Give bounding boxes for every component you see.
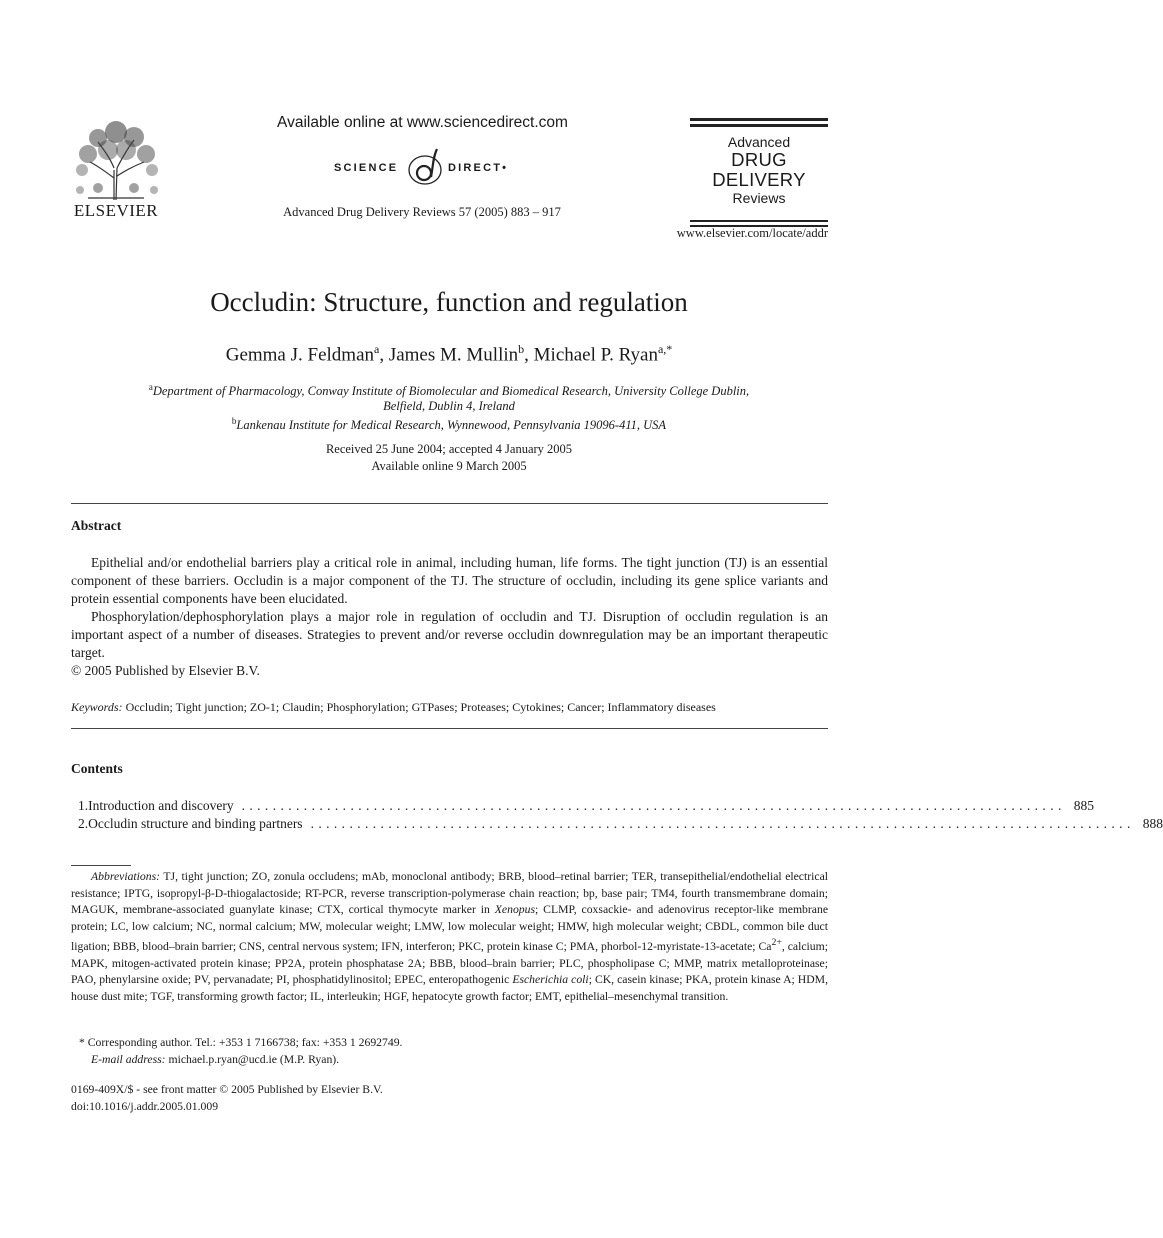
journal-logo	[690, 118, 828, 230]
toc-leader-dots: ..........................................................................................................	[241, 798, 1066, 813]
tree-illustration	[68, 118, 164, 202]
available-online-banner[interactable]: Available online at www.sciencedirect.com	[277, 114, 568, 131]
affiliation-text: Lankenau Institute for Medical Research, Wynnewood, Pennsylvania 19096-411, USA	[236, 418, 667, 433]
abbreviations-sup: 2+	[771, 937, 782, 949]
corresponding-author-note: * Corresponding author. Tel.: +353 1 7166738; fax: +353 1 2692749.	[79, 1036, 403, 1049]
abbreviations-text: , calcium; MAPK, mitogen-activated protein kinase; PP2A, protein phosphatase 2A; BBB, blood–brain barrier; PLC, phospholipase C; MMP, matrix metalloproteinase; PAO, phenylarsine oxide; PV, pervanadate; PI, phosphatidylinositol; EPEC, enteropathogenic	[71, 940, 828, 987]
affiliation-b	[0, 416, 898, 433]
contents-heading: Contents	[71, 761, 123, 776]
author-list	[0, 342, 898, 366]
journal-logo-line2: DRUG DELIVERY	[712, 149, 806, 190]
abbreviations-text: ; CK, casein kinase; PKA, protein kinase A; HDM, house dust mite; TGF, transforming growth factor; IL, interleukin; HGF, hepatocyte growth factor; EMT, epithelial–mesenchymal transition.	[71, 973, 828, 1004]
sciencedirect-logo-right: DIRECT•	[448, 162, 509, 174]
available-date: Available online 9 March 2005	[371, 459, 527, 473]
abbreviations-text: TJ, tight junction; ZO, zonula occludens; mAb, monoclonal antibody; BRB, blood–retinal barrier; TER, transepithelial/endothelial electrical resistance; IPTG, isopropyl-β-D-thiogalactoside; RT-PCR, reverse transcription-polymerase chain reaction; bp, base pair; TM4, fourth transmembrane domain; MAGUK, membrane-associated guanylate kinase; CTX, cortical thymocyte marker in	[71, 870, 829, 917]
abstract-heading: Abstract	[71, 518, 122, 533]
abstract-body	[71, 554, 828, 662]
abstract-copyright: © 2005 Published by Elsevier B.V.	[71, 663, 260, 678]
author-affil-sup: a,*	[657, 342, 673, 356]
doi-link[interactable]: doi:10.1016/j.addr.2005.01.009	[71, 1099, 219, 1113]
toc-label: Occludin structure and binding partners	[88, 816, 303, 831]
toc-entry[interactable]	[78, 798, 1094, 816]
received-dates: Received 25 June 2004; accepted 4 January 2005	[325, 442, 573, 456]
abbreviations-label: Abbreviations:	[91, 870, 161, 883]
affiliation-sup: a	[148, 382, 153, 392]
toc-entry[interactable]	[78, 816, 1163, 834]
author-affil-sup: b	[518, 342, 525, 356]
journal-logo-top-rules	[690, 118, 828, 127]
toc-number: 2.	[78, 816, 89, 831]
keywords-label: Keywords:	[71, 700, 123, 714]
toc-page: 885	[1073, 798, 1094, 813]
sciencedirect-d-icon	[403, 145, 447, 189]
abbreviations-text: ; CLMP, coxsackie- and adenovirus receptor-like membrane protein; LC, low calcium; NC, normal calcium; MW, molecular weight; LMW, low molecular weight; HMW, high molecular weight; CBDL, common bile duct ligation; BBB, blood–brain barrier; CNS, central nervous system; IFN, interferon; PKC, protein kinase C; PMA, phorbol-12-myristate-13-acetate; Ca	[71, 903, 829, 954]
author-separator: ,	[524, 344, 534, 366]
journal-logo-line3: Reviews	[732, 190, 786, 206]
toc-page: 888	[1142, 816, 1163, 831]
abstract-paragraph: Epithelial and/or endothelial barriers play a critical role in animal, including human, life forms. The tight junction (TJ) is an essential component of these barriers. Occludin is a major component of the TJ. The structure of occludin, including its gene splice variants and protein essential components have been elucidated.	[71, 555, 828, 606]
journal-reference: Advanced Drug Delivery Reviews 57 (2005) 883 – 917	[283, 205, 561, 219]
keywords-text: Occludin; Tight junction; ZO-1; Claudin; Phosphorylation; GTPases; Proteases; Cytokines; Cancer; Inflammatory diseases	[125, 700, 716, 714]
journal-logo-line1: Advanced	[727, 134, 791, 150]
table-of-contents	[78, 798, 1163, 834]
toc-number: 1.	[78, 798, 89, 813]
abbreviations-italic: Escherichia coli	[512, 973, 589, 987]
affiliation-sup: b	[231, 416, 237, 426]
affiliation-a-line2: Belfield, Dublin 4, Ireland	[383, 399, 515, 413]
affiliation-text: Department of Pharmacology, Conway Institute of Biomolecular and Biomedical Research, University College Dublin,	[152, 384, 750, 399]
keywords	[71, 700, 828, 715]
divider	[71, 728, 828, 729]
author-name[interactable]: Gemma J. Feldman	[225, 344, 374, 366]
article-title: Occludin: Structure, function and regulation	[210, 287, 688, 317]
abstract-paragraph: Phosphorylation/dephosphorylation plays a major role in regulation of occludin and TJ. Disruption of occludin regulation is an important aspect of a number of diseases. Strategies to prevent and/or reverse occludin downregulation may be an important therapeutic target.	[71, 609, 828, 660]
email-label: E-mail address:	[91, 1053, 166, 1066]
toc-label: Introduction and discovery	[88, 798, 234, 813]
publisher-logo-text: ELSEVIER	[73, 201, 159, 220]
author-separator: ,	[379, 344, 389, 366]
footnote-divider	[71, 865, 131, 866]
issn-doi-block	[71, 1082, 383, 1115]
author-name[interactable]: Michael P. Ryan	[533, 344, 658, 366]
divider	[71, 503, 828, 504]
affiliation-a-line1	[0, 382, 898, 399]
journal-url-link[interactable]: www.elsevier.com/locate/addr	[676, 226, 828, 240]
sciencedirect-logo-left: SCIENCE	[334, 162, 399, 174]
author-affil-sup: a	[374, 342, 380, 356]
issn-line: 0169-409X/$ - see front matter © 2005 Published by Elsevier B.V.	[71, 1083, 383, 1096]
toc-leader-dots: ..........................................................................................................	[310, 816, 1135, 831]
abbreviations-italic: Xenopus	[494, 903, 536, 917]
abbreviations-footnote	[71, 869, 828, 1006]
email-note	[91, 1053, 339, 1066]
author-name[interactable]: James M. Mullin	[388, 344, 519, 366]
email-link[interactable]: michael.p.ryan@ucd.ie (M.P. Ryan).	[168, 1053, 340, 1066]
